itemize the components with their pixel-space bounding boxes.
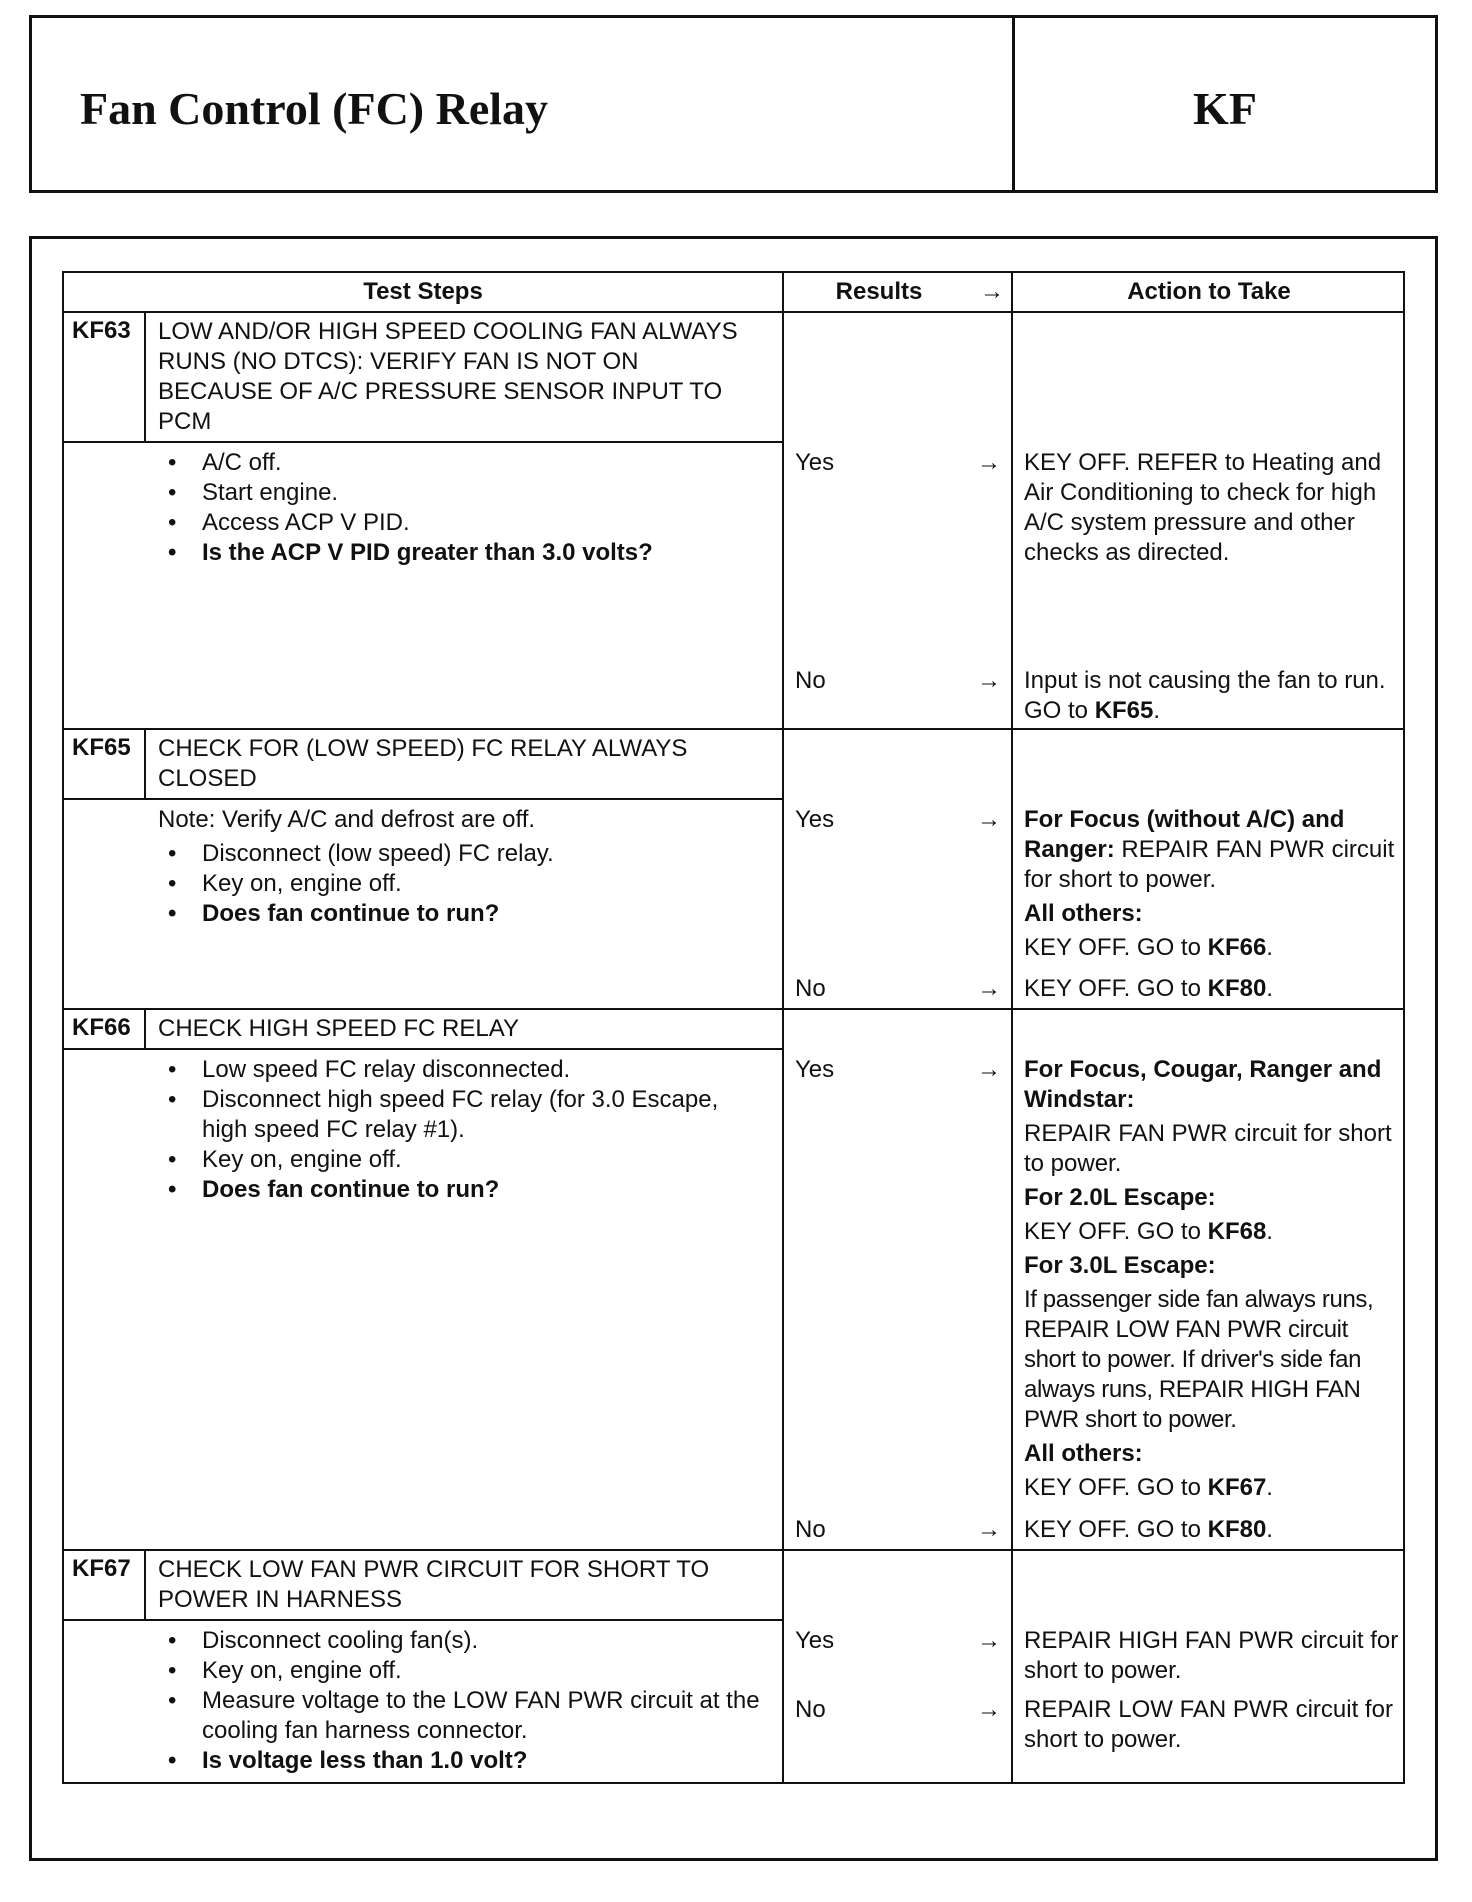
action-yes-kf65 — [1024, 805, 1402, 963]
arrow-icon: → — [977, 449, 1001, 476]
id-divider-kf66 — [144, 1008, 146, 1048]
result-no-kf65: No — [795, 975, 826, 1002]
step-link-kf80[interactable]: KF80 — [1207, 1516, 1267, 1543]
step-title-kf67: CHECK LOW FAN PWR CIRCUIT FOR SHORT TO POWER IN HARNESS — [158, 1556, 710, 1613]
page-header — [29, 15, 1438, 193]
step-item: • Measure voltage to the LOW FAN PWR circuit at the cooling fan harness connector. — [158, 1686, 768, 1746]
step-question: • Is the ACP V PID greater than 3.0 volts? — [158, 538, 768, 568]
row-rule-kf63 — [64, 728, 1405, 730]
arrow-icon: → — [977, 667, 1001, 694]
action-label: For Focus (without A/C) and Ranger: — [1024, 806, 1345, 863]
title-rule-kf65 — [64, 798, 782, 800]
step-title-kf65: CHECK FOR (LOW SPEED) FC RELAY ALWAYS CLOSED — [158, 735, 688, 792]
action-yes-kf66 — [1024, 1055, 1404, 1503]
step-question: • Does fan continue to run? — [158, 899, 768, 929]
step-link-kf67[interactable]: KF67 — [1207, 1474, 1267, 1501]
action-no-kf67: REPAIR LOW FAN PWR circuit for short to power. — [1024, 1696, 1393, 1753]
action-no-kf65 — [1024, 974, 1402, 1004]
action-label: All others: — [1024, 900, 1143, 927]
col-divider-action — [1011, 273, 1013, 1784]
action-text: KEY OFF. GO to — [1024, 1474, 1208, 1501]
title-rule-kf63 — [64, 441, 782, 443]
arrow-icon: → — [977, 1056, 1001, 1083]
id-divider-kf65 — [144, 728, 146, 798]
step-body-kf63 — [158, 448, 768, 568]
action-text: KEY OFF. GO to — [1024, 934, 1208, 961]
action-text: If passenger side fan always runs, REPAIR LOW FAN PWR circuit short to power. If driver's side fan always runs, REPAIR HIGH FAN PWR short to power. — [1024, 1286, 1374, 1433]
action-label: For Focus, Cougar, Ranger and Windstar: — [1024, 1056, 1382, 1113]
result-no-kf67: No — [795, 1696, 826, 1723]
step-link-kf68[interactable]: KF68 — [1207, 1218, 1267, 1245]
title-rule-kf67 — [64, 1619, 782, 1621]
action-text: KEY OFF. GO to — [1024, 975, 1208, 1002]
page-title: Fan Control (FC) Relay — [80, 83, 549, 134]
step-item: • Key on, engine off. — [158, 869, 768, 899]
step-item: • Key on, engine off. — [158, 1145, 768, 1175]
result-no-kf63: No — [795, 667, 826, 694]
action-text: KEY OFF. GO to — [1024, 1218, 1208, 1245]
col-header-results: Results — [835, 278, 923, 305]
result-yes-kf63: Yes — [795, 449, 835, 476]
action-label: For 2.0L Escape: — [1024, 1184, 1216, 1211]
action-text: Input is not causing the fan to run. GO to — [1024, 667, 1386, 724]
step-item: • Disconnect cooling fan(s). — [158, 1626, 768, 1656]
action-label: All others: — [1024, 1440, 1143, 1467]
step-id-kf63: KF63 — [72, 317, 131, 344]
result-yes-kf67: Yes — [795, 1627, 835, 1654]
action-text: REPAIR FAN PWR circuit for short to power. — [1024, 1120, 1392, 1177]
step-note: Note: Verify A/C and defrost are off. — [158, 806, 536, 833]
result-no-kf66: No — [795, 1516, 826, 1543]
col-header-action: Action to Take — [1127, 278, 1291, 305]
action-line — [1024, 933, 1402, 963]
result-yes-kf65: Yes — [795, 806, 835, 833]
step-id-kf67: KF67 — [72, 1555, 131, 1582]
pinpoint-test-table — [62, 271, 1405, 1784]
step-question: • Does fan continue to run? — [158, 1175, 768, 1205]
action-no-kf66 — [1024, 1515, 1402, 1545]
step-body-kf65 — [158, 805, 768, 929]
col-header-arrow: → — [980, 278, 1004, 305]
step-link-kf80[interactable]: KF80 — [1207, 975, 1267, 1002]
step-body-kf66 — [158, 1055, 768, 1205]
punct: . — [1266, 1516, 1273, 1543]
punct: . — [1266, 1218, 1273, 1245]
punct: . — [1266, 975, 1273, 1002]
step-item: • Start engine. — [158, 478, 768, 508]
arrow-icon: → — [977, 806, 1001, 833]
action-no-kf63 — [1024, 666, 1402, 726]
result-yes-kf66: Yes — [795, 1056, 835, 1083]
step-body-kf67 — [158, 1626, 768, 1776]
col-divider-results — [782, 273, 784, 1784]
arrow-icon: → — [977, 1627, 1001, 1654]
action-yes-kf67: REPAIR HIGH FAN PWR circuit for short to power. — [1024, 1627, 1399, 1684]
step-item: • Low speed FC relay disconnected. — [158, 1055, 768, 1085]
step-item: • Key on, engine off. — [158, 1656, 768, 1686]
title-rule-kf66 — [64, 1048, 782, 1050]
step-item: • Access ACP V PID. — [158, 508, 768, 538]
step-id-kf65: KF65 — [72, 734, 131, 761]
step-link-kf65[interactable]: KF65 — [1094, 697, 1154, 724]
punct: . — [1266, 1474, 1273, 1501]
col-header-test-steps: Test Steps — [363, 278, 483, 305]
step-question: • Is voltage less than 1.0 volt? — [158, 1746, 768, 1776]
action-text: REPAIR FAN PWR circuit for short to power. — [1024, 836, 1395, 893]
row-rule-kf65 — [64, 1008, 1405, 1010]
header-rule — [64, 311, 1405, 313]
step-link-kf66[interactable]: KF66 — [1207, 934, 1267, 961]
action-text: KEY OFF. GO to — [1024, 1516, 1208, 1543]
step-item: • A/C off. — [158, 448, 768, 478]
step-id-kf66: KF66 — [72, 1014, 131, 1041]
action-yes-kf63: KEY OFF. REFER to Heating and Air Conditioning to check for high A/C system pressure and other checks as directed. — [1024, 449, 1382, 566]
section-code: KF — [1193, 83, 1257, 134]
arrow-icon: → — [977, 1516, 1001, 1543]
action-line — [1024, 1473, 1404, 1503]
id-divider-kf63 — [144, 311, 146, 441]
step-item: • Disconnect high speed FC relay (for 3.0 Escape, high speed FC relay #1). — [158, 1085, 768, 1145]
id-divider-kf67 — [144, 1549, 146, 1619]
action-label: For 3.0L Escape: — [1024, 1252, 1216, 1279]
step-title-kf63: LOW AND/OR HIGH SPEED COOLING FAN ALWAYS RUNS (NO DTCS): VERIFY FAN IS NOT ON BECAUSE OF A/C PRESSURE SENSOR INPUT TO PCM — [158, 318, 738, 435]
punct: . — [1153, 697, 1161, 724]
arrow-icon: → — [977, 975, 1001, 1002]
action-line — [1024, 1217, 1404, 1247]
punct: . — [1266, 934, 1273, 961]
step-item: • Disconnect (low speed) FC relay. — [158, 839, 768, 869]
step-title-kf66: CHECK HIGH SPEED FC RELAY — [158, 1015, 519, 1042]
row-rule-kf66 — [64, 1549, 1405, 1551]
arrow-icon: → — [977, 1696, 1001, 1723]
